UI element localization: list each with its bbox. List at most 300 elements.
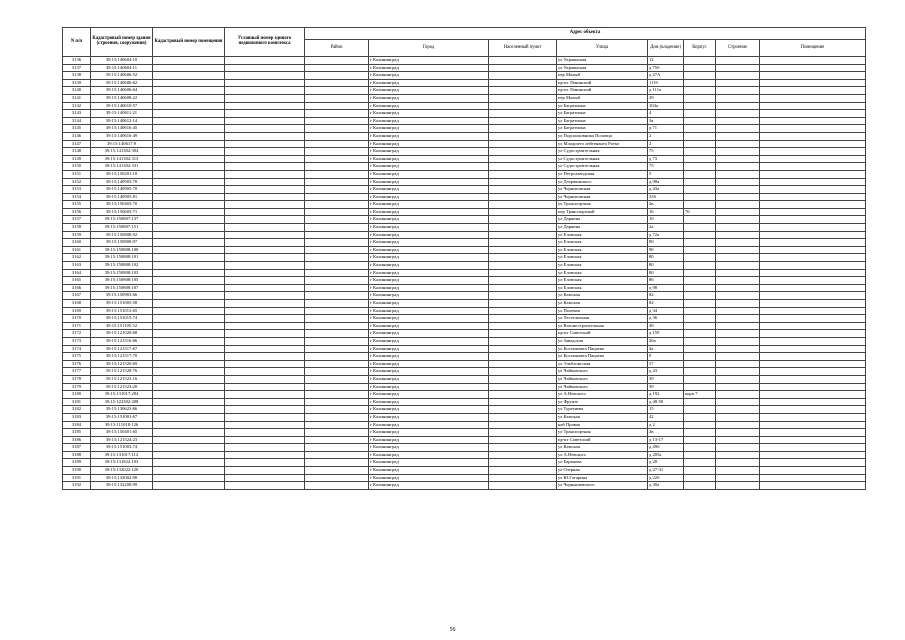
cell-stroenie xyxy=(716,132,760,140)
cell-settlement xyxy=(489,277,557,285)
cell-cadastral-number: 39:15:150808:107 xyxy=(91,284,153,292)
cell-raion xyxy=(305,322,369,330)
cell-stroenie xyxy=(716,163,760,171)
cell-cadastral-number: 39:15:140606:64 xyxy=(91,87,153,95)
cell-stroenie xyxy=(716,193,760,201)
cell-pomeshenie xyxy=(760,155,866,163)
cell-row-number: 3164 xyxy=(63,269,91,277)
cell-house: 2 xyxy=(648,132,684,140)
cell-stroenie xyxy=(716,117,760,125)
cell-korpus xyxy=(684,231,716,239)
table-row xyxy=(63,413,866,421)
cell-stroenie xyxy=(716,391,760,399)
cell-korpus xyxy=(684,467,716,475)
cell-korpus xyxy=(684,72,716,80)
cell-city: г Калининград xyxy=(369,444,489,452)
cell-pomeshenie xyxy=(760,201,866,209)
cell-cad-room xyxy=(153,246,225,254)
cell-cadastral-number: 39:15:141302:313 xyxy=(91,155,153,163)
cell-city: г Калининград xyxy=(369,421,489,429)
cell-settlement xyxy=(489,398,557,406)
cell-korpus xyxy=(684,277,716,285)
cell-korpus xyxy=(684,216,716,224)
cell-house: д 98 xyxy=(648,284,684,292)
cell-pomeshenie xyxy=(760,132,866,140)
cell-row-number: 3155 xyxy=(63,201,91,209)
cell-stroenie xyxy=(716,315,760,323)
cell-cond-number xyxy=(225,94,305,102)
cell-cadastral-number: 39:15:151003:74 xyxy=(91,444,153,452)
cell-settlement xyxy=(489,413,557,421)
cell-settlement xyxy=(489,262,557,270)
cell-cad-room xyxy=(153,231,225,239)
cell-street: ул Камская xyxy=(557,300,648,308)
cell-cad-room xyxy=(153,79,225,87)
table-row xyxy=(63,216,866,224)
cell-cond-number xyxy=(225,125,305,133)
cell-city: г Калининград xyxy=(369,459,489,467)
cell-cad-room xyxy=(153,307,225,315)
cell-cond-number xyxy=(225,140,305,148)
cell-settlement xyxy=(489,246,557,254)
cell-house: 111б xyxy=(648,79,684,87)
cell-pomeshenie xyxy=(760,459,866,467)
cell-pomeshenie xyxy=(760,254,866,262)
cell-raion xyxy=(305,231,369,239)
cell-house: 80 xyxy=(648,269,684,277)
cell-pomeshenie xyxy=(760,208,866,216)
cell-street: ул Космонавта Пацаева xyxy=(557,353,648,361)
cell-korpus xyxy=(684,148,716,156)
cell-settlement xyxy=(489,330,557,338)
cell-house: д 48-50 xyxy=(648,398,684,406)
table-row xyxy=(63,155,866,163)
cell-street: ул Еловская xyxy=(557,284,648,292)
cell-stroenie xyxy=(716,216,760,224)
cell-cond-number xyxy=(225,330,305,338)
cell-city: г Калининград xyxy=(369,474,489,482)
cell-korpus xyxy=(684,79,716,87)
cell-street: ул Озерная xyxy=(557,467,648,475)
cell-city: г Калининград xyxy=(369,368,489,376)
cell-house: 104а xyxy=(648,102,684,110)
cell-house: 86 xyxy=(648,277,684,285)
cell-cadastral-number: 39:15:140606:52 xyxy=(91,72,153,80)
cell-cad-room xyxy=(153,102,225,110)
cell-raion xyxy=(305,406,369,414)
cell-raion xyxy=(305,94,369,102)
cell-street: ул Дарвина xyxy=(557,216,648,224)
cell-city: г Калининград xyxy=(369,322,489,330)
cell-settlement xyxy=(489,193,557,201)
cell-house: 90 xyxy=(648,246,684,254)
cell-city: г Калининград xyxy=(369,208,489,216)
cell-stroenie xyxy=(716,102,760,110)
cell-cadastral-number: 39:15:151013:65 xyxy=(91,307,153,315)
cell-row-number: 3186 xyxy=(63,436,91,444)
table-row xyxy=(63,429,866,437)
cell-pomeshenie xyxy=(760,178,866,186)
cell-raion xyxy=(305,117,369,125)
cell-cond-number xyxy=(225,451,305,459)
cell-street: ул Полевая xyxy=(557,307,648,315)
table-row xyxy=(63,375,866,383)
cell-korpus xyxy=(684,375,716,383)
cell-raion xyxy=(305,375,369,383)
cell-city: г Калининград xyxy=(369,406,489,414)
cell-cadastral-number: 39:15:121516:66 xyxy=(91,337,153,345)
cell-raion xyxy=(305,201,369,209)
table-row xyxy=(63,132,866,140)
cell-cond-number xyxy=(225,117,305,125)
cell-cond-number xyxy=(225,269,305,277)
cell-house: д 192 xyxy=(648,391,684,399)
cell-settlement xyxy=(489,102,557,110)
cell-stroenie xyxy=(716,375,760,383)
cell-city: г Калининград xyxy=(369,155,489,163)
cell-pomeshenie xyxy=(760,421,866,429)
cell-stroenie xyxy=(716,383,760,391)
cell-street: пер Малый xyxy=(557,94,648,102)
cell-cad-room xyxy=(153,125,225,133)
cell-row-number: 3176 xyxy=(63,360,91,368)
cell-pomeshenie xyxy=(760,398,866,406)
cell-house: 80 xyxy=(648,239,684,247)
cell-korpus xyxy=(684,254,716,262)
cell-row-number: 3183 xyxy=(63,413,91,421)
cell-cadastral-number: 39:15:151005:58 xyxy=(91,300,153,308)
cell-settlement xyxy=(489,72,557,80)
cell-cond-number xyxy=(225,254,305,262)
cell-raion xyxy=(305,345,369,353)
cell-street: ул Транспортная xyxy=(557,429,648,437)
cell-cad-room xyxy=(153,132,225,140)
cell-row-number: 3162 xyxy=(63,254,91,262)
cell-raion xyxy=(305,110,369,118)
cell-house: 57 xyxy=(648,360,684,368)
cell-row-number: 3156 xyxy=(63,208,91,216)
cell-cond-number xyxy=(225,72,305,80)
cell-cad-room xyxy=(153,117,225,125)
cell-row-number: 3172 xyxy=(63,330,91,338)
cell-raion xyxy=(305,368,369,376)
cell-city: г Калининград xyxy=(369,429,489,437)
cell-street: ул Судостроительная xyxy=(557,155,648,163)
cell-korpus xyxy=(684,474,716,482)
table-row xyxy=(63,170,866,178)
cell-stroenie xyxy=(716,87,760,95)
cell-row-number: 3150 xyxy=(63,163,91,171)
cell-cond-number xyxy=(225,413,305,421)
cell-city: г Калининград xyxy=(369,178,489,186)
cell-house: д 73 xyxy=(648,155,684,163)
table-row xyxy=(63,398,866,406)
cell-row-number: 3136 xyxy=(63,57,91,65)
cell-raion xyxy=(305,482,369,490)
cell-korpus xyxy=(684,155,716,163)
cell-city: г Калининград xyxy=(369,246,489,254)
cell-cad-room xyxy=(153,277,225,285)
cell-pomeshenie xyxy=(760,269,866,277)
cell-raion xyxy=(305,444,369,452)
cell-cad-room xyxy=(153,110,225,118)
cell-cad-room xyxy=(153,368,225,376)
cell-street: ул Судостроительная xyxy=(557,148,648,156)
cell-city: г Калининград xyxy=(369,284,489,292)
col-pomeshenie-header: Помещение xyxy=(760,40,866,57)
cell-stroenie xyxy=(716,79,760,87)
cell-raion xyxy=(305,330,369,338)
cell-cad-room xyxy=(153,87,225,95)
cell-street: ул Космонавта Пацаева xyxy=(557,345,648,353)
cell-stroenie xyxy=(716,337,760,345)
cell-settlement xyxy=(489,307,557,315)
table-row xyxy=(63,231,866,239)
cell-street: ул А.Невского xyxy=(557,391,648,399)
cell-cadastral-number: 39:15:150603:71 xyxy=(91,208,153,216)
cell-stroenie xyxy=(716,208,760,216)
cell-settlement xyxy=(489,284,557,292)
cell-cadastral-number: 39:15:121517:67 xyxy=(91,345,153,353)
cell-pomeshenie xyxy=(760,330,866,338)
cell-city: г Калининград xyxy=(369,132,489,140)
cell-raion xyxy=(305,72,369,80)
table-row xyxy=(63,330,866,338)
cell-raion xyxy=(305,292,369,300)
cell-cadastral-number: 39:15:150403:70 xyxy=(91,201,153,209)
cell-settlement xyxy=(489,155,557,163)
cell-cond-number xyxy=(225,110,305,118)
cell-house: д 36 xyxy=(648,315,684,323)
cell-korpus xyxy=(684,110,716,118)
cell-city: г Калининград xyxy=(369,413,489,421)
cell-house: д 49б xyxy=(648,444,684,452)
cell-korpus xyxy=(684,368,716,376)
cell-cad-room xyxy=(153,216,225,224)
table-row xyxy=(63,360,866,368)
cell-row-number: 3187 xyxy=(63,444,91,452)
cell-raion xyxy=(305,451,369,459)
cell-cad-room xyxy=(153,193,225,201)
cell-pomeshenie xyxy=(760,444,866,452)
cell-house: 39 xyxy=(648,375,684,383)
cell-cadastral-number: 39:15:150808:97 xyxy=(91,239,153,247)
cell-raion xyxy=(305,155,369,163)
cell-cad-room xyxy=(153,421,225,429)
cell-settlement xyxy=(489,429,557,437)
cell-korpus xyxy=(684,201,716,209)
cell-house: д 22б xyxy=(648,474,684,482)
cell-korpus xyxy=(684,125,716,133)
cell-street: ул Багратиона xyxy=(557,125,648,133)
cell-cad-room xyxy=(153,284,225,292)
cell-stroenie xyxy=(716,110,760,118)
cell-pomeshenie xyxy=(760,436,866,444)
cell-cadastral-number: 39:15:150808:103 xyxy=(91,269,153,277)
cell-raion xyxy=(305,360,369,368)
cell-settlement xyxy=(489,224,557,232)
cell-pomeshenie xyxy=(760,79,866,87)
col-raion-header: Район xyxy=(305,40,369,57)
cell-settlement xyxy=(489,353,557,361)
table-row xyxy=(63,337,866,345)
cell-street: ул Еловская xyxy=(557,269,648,277)
cell-cad-room xyxy=(153,254,225,262)
cell-stroenie xyxy=(716,353,760,361)
cell-stroenie xyxy=(716,421,760,429)
cell-stroenie xyxy=(716,170,760,178)
cell-street: ул Чернышевского xyxy=(557,482,648,490)
cell-street: ул Баранова xyxy=(557,459,648,467)
cell-street: ул Камская xyxy=(557,413,648,421)
cell-row-number: 3154 xyxy=(63,193,91,201)
cell-cadastral-number: 39:15:131017:284 xyxy=(91,391,153,399)
cell-cond-number xyxy=(225,429,305,437)
address-header: Адрес объекта xyxy=(305,28,866,40)
table-row xyxy=(63,284,866,292)
cell-city: г Калининград xyxy=(369,94,489,102)
cell-city: г Калининград xyxy=(369,110,489,118)
cell-row-number: 3148 xyxy=(63,148,91,156)
cell-cond-number xyxy=(225,284,305,292)
cell-korpus xyxy=(684,459,716,467)
table-row xyxy=(63,292,866,300)
table-row xyxy=(63,307,866,315)
cell-cond-number xyxy=(225,87,305,95)
cell-cond-number xyxy=(225,163,305,171)
cell-cond-number xyxy=(225,277,305,285)
cell-korpus xyxy=(684,436,716,444)
cell-korpus xyxy=(684,178,716,186)
cell-pomeshenie xyxy=(760,292,866,300)
cell-city: г Калининград xyxy=(369,79,489,87)
cell-stroenie xyxy=(716,148,760,156)
cell-row-number: 3151 xyxy=(63,170,91,178)
cell-korpus xyxy=(684,64,716,72)
cell-row-number: 3153 xyxy=(63,186,91,194)
cell-pomeshenie xyxy=(760,315,866,323)
table-row xyxy=(63,125,866,133)
cell-pomeshenie xyxy=(760,193,866,201)
cell-korpus xyxy=(684,284,716,292)
cell-stroenie xyxy=(716,155,760,163)
table-row xyxy=(63,459,866,467)
cell-street: ул Чайковского xyxy=(557,368,648,376)
cell-cond-number xyxy=(225,186,305,194)
cell-korpus xyxy=(684,322,716,330)
cell-settlement xyxy=(489,208,557,216)
cell-cadastral-number: 39:15:150201:18 xyxy=(91,170,153,178)
cell-city: г Калининград xyxy=(369,193,489,201)
cell-settlement xyxy=(489,57,557,65)
cell-cadastral-number: 39:15:140612:14 xyxy=(91,117,153,125)
cell-settlement xyxy=(489,269,557,277)
cell-korpus xyxy=(684,239,716,247)
cell-raion xyxy=(305,467,369,475)
cell-city: г Калининград xyxy=(369,170,489,178)
cell-row-number: 3175 xyxy=(63,353,91,361)
cell-cadastral-number: 39:15:151105:52 xyxy=(91,322,153,330)
table-row xyxy=(63,110,866,118)
cell-cond-number xyxy=(225,201,305,209)
cell-raion xyxy=(305,87,369,95)
cell-raion xyxy=(305,193,369,201)
cell-cadastral-number: 39:15:121524:23 xyxy=(91,436,153,444)
cell-raion xyxy=(305,125,369,133)
cell-pomeshenie xyxy=(760,337,866,345)
cell-pomeshenie xyxy=(760,413,866,421)
cell-row-number: 3147 xyxy=(63,140,91,148)
cell-pomeshenie xyxy=(760,224,866,232)
cell-pomeshenie xyxy=(760,277,866,285)
cell-raion xyxy=(305,254,369,262)
table-row xyxy=(63,421,866,429)
cell-street: ул Черниговская xyxy=(557,193,648,201)
col-gorod-header: Город xyxy=(369,40,489,57)
cell-row-number: 3152 xyxy=(63,178,91,186)
cell-city: г Калининград xyxy=(369,360,489,368)
cell-cadastral-number: 39:15:150401:65 xyxy=(91,429,153,437)
cell-cadastral-number: 39:15:140905:70 xyxy=(91,186,153,194)
cell-house: 4 xyxy=(648,110,684,118)
cell-settlement xyxy=(489,186,557,194)
cell-pomeshenie xyxy=(760,345,866,353)
cell-pomeshenie xyxy=(760,284,866,292)
cell-raion xyxy=(305,208,369,216)
cell-cadastral-number: 39:15:140604:11 xyxy=(91,64,153,72)
table-row xyxy=(63,262,866,270)
cell-settlement xyxy=(489,148,557,156)
cell-cond-number xyxy=(225,474,305,482)
cell-settlement xyxy=(489,239,557,247)
cell-house: д 43 xyxy=(648,368,684,376)
table-row xyxy=(63,406,866,414)
cell-house: 33б xyxy=(648,193,684,201)
cell-house: д 98а xyxy=(648,178,684,186)
cell-settlement xyxy=(489,254,557,262)
cell-settlement xyxy=(489,482,557,490)
cell-pomeshenie xyxy=(760,406,866,414)
cell-cad-room xyxy=(153,201,225,209)
table-row xyxy=(63,254,866,262)
cell-cadastral-number: 39:15:121523:16 xyxy=(91,375,153,383)
cell-house: д 205а xyxy=(648,451,684,459)
cell-cadastral-number: 39:15:150808:101 xyxy=(91,254,153,262)
cell-pomeshenie xyxy=(760,246,866,254)
cell-stroenie xyxy=(716,254,760,262)
cell-cad-room xyxy=(153,429,225,437)
cell-korpus xyxy=(684,246,716,254)
cell-street: ул Фрунзе xyxy=(557,398,648,406)
cell-house: 4а xyxy=(648,345,684,353)
cell-city: г Калининград xyxy=(369,330,489,338)
cell-settlement xyxy=(489,87,557,95)
table-row xyxy=(63,239,866,247)
table-row xyxy=(63,315,866,323)
cell-stroenie xyxy=(716,239,760,247)
cell-row-number: 3191 xyxy=(63,474,91,482)
cell-street: ул Украинская xyxy=(557,64,648,72)
cell-cond-number xyxy=(225,459,305,467)
cell-city: г Калининград xyxy=(369,57,489,65)
cell-cond-number xyxy=(225,208,305,216)
cell-stroenie xyxy=(716,345,760,353)
cell-raion xyxy=(305,383,369,391)
cell-street: ул Еловская xyxy=(557,231,648,239)
cell-pomeshenie xyxy=(760,474,866,482)
cell-pomeshenie xyxy=(760,360,866,368)
table-row xyxy=(63,94,866,102)
